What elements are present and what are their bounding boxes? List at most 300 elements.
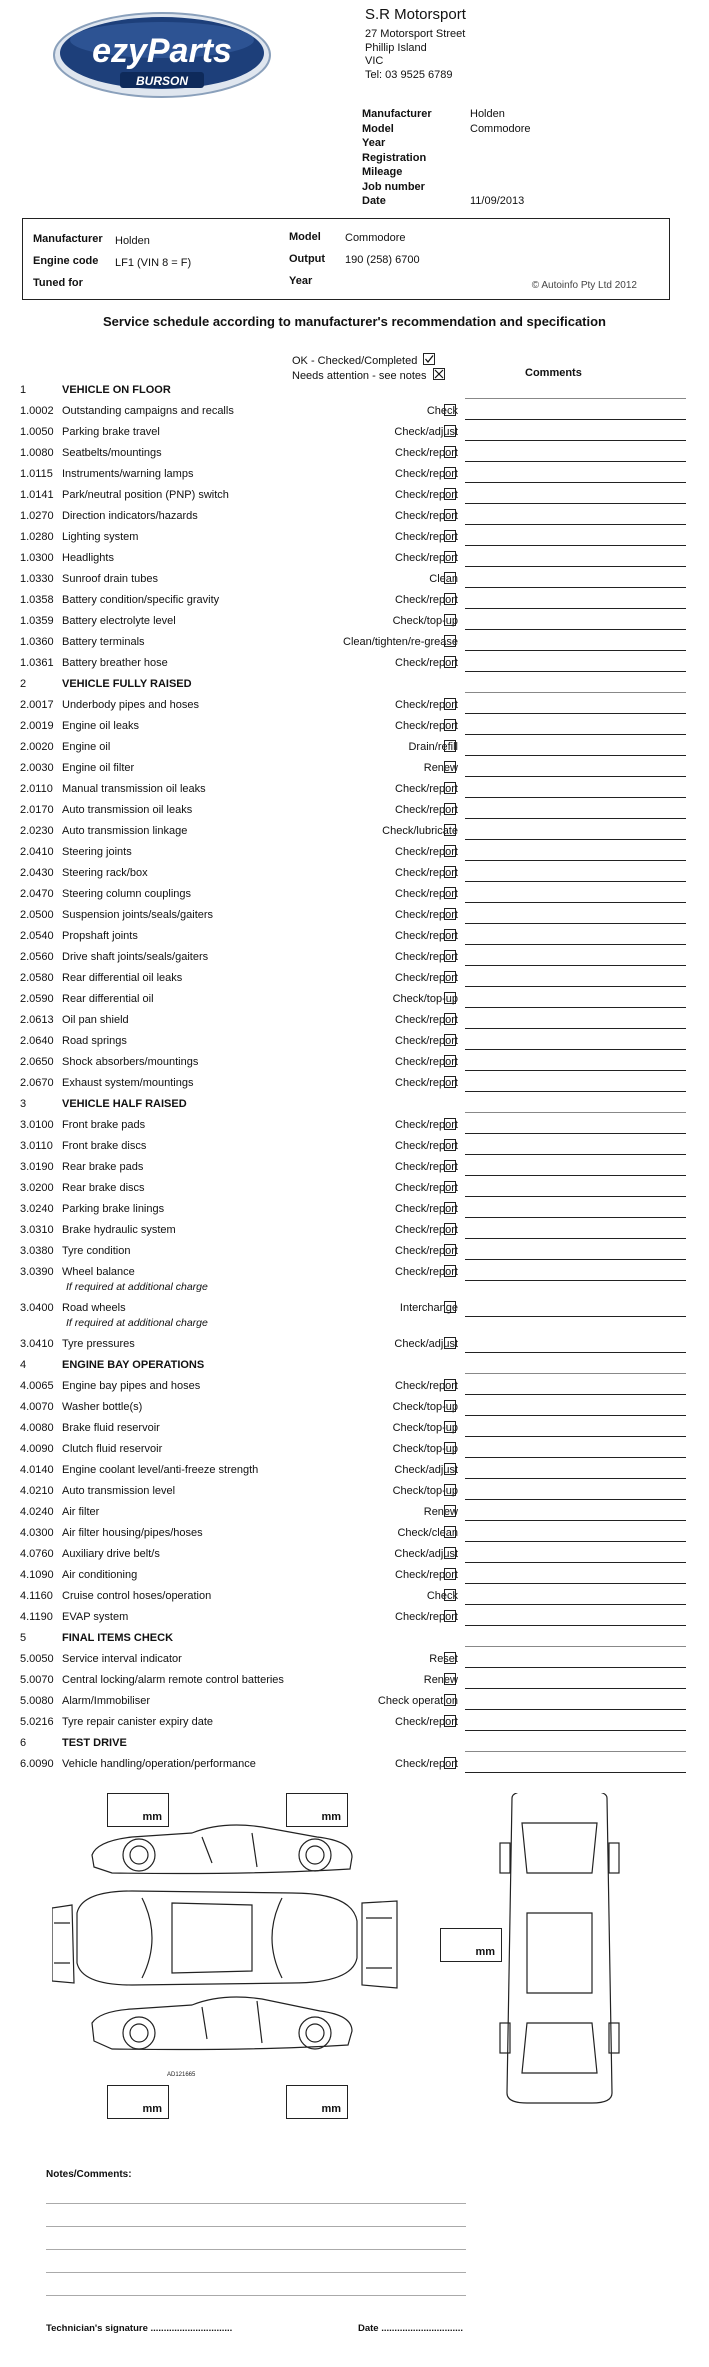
item-name: Outstanding campaigns and recalls <box>62 405 234 417</box>
section-header <box>20 1355 680 1376</box>
comment-line[interactable] <box>465 503 686 504</box>
item-action: Renew <box>423 762 458 774</box>
service-item <box>20 926 680 947</box>
comment-line[interactable] <box>465 1280 686 1281</box>
item-action: Check/top-up <box>392 1401 458 1413</box>
meta-key: Model <box>362 122 394 135</box>
comment-line[interactable] <box>465 1415 686 1416</box>
item-checkbox[interactable] <box>444 530 456 542</box>
item-checkbox[interactable] <box>444 1505 456 1517</box>
comment-line[interactable] <box>465 944 686 945</box>
item-name: Auto transmission level <box>62 1485 176 1497</box>
meta-key: Job number <box>362 180 425 193</box>
item-code: 4.1160 <box>20 1590 53 1602</box>
item-code: 6.0090 <box>20 1758 54 1770</box>
item-checkbox[interactable] <box>444 1610 456 1622</box>
item-action: Check/report <box>395 1161 458 1173</box>
notes-line[interactable] <box>46 2249 466 2250</box>
comment-line[interactable] <box>465 923 686 924</box>
item-code: 3.0240 <box>20 1203 54 1215</box>
item-code: 1.0280 <box>20 531 54 543</box>
job-meta <box>362 108 531 210</box>
item-code: 2.0110 <box>20 783 53 795</box>
item-checkbox[interactable] <box>444 467 456 479</box>
item-checkbox[interactable] <box>444 1400 456 1412</box>
item-name: Underbody pipes and hoses <box>62 699 199 711</box>
item-note: If required at additional charge <box>66 1317 208 1329</box>
item-checkbox[interactable] <box>444 1139 456 1151</box>
service-item <box>20 464 680 485</box>
comment-line <box>465 1751 686 1752</box>
service-item <box>20 506 680 527</box>
comment-line[interactable] <box>465 1583 686 1584</box>
notes-line[interactable] <box>46 2226 466 2227</box>
measure-box[interactable]: mm <box>107 2085 169 2119</box>
comment-line[interactable] <box>465 1091 686 1092</box>
meta-key: Mileage <box>362 166 403 178</box>
comment-line[interactable] <box>465 1238 686 1239</box>
item-action: Check/report <box>395 1716 458 1728</box>
service-item <box>20 1376 680 1397</box>
item-checkbox[interactable] <box>444 509 456 521</box>
service-item <box>20 1670 680 1691</box>
item-name: Front brake discs <box>62 1140 147 1152</box>
comment-line[interactable] <box>465 545 686 546</box>
item-action: Check/report <box>395 1140 458 1152</box>
item-checkbox[interactable] <box>444 593 456 605</box>
comment-line[interactable] <box>465 776 686 777</box>
service-item <box>20 1136 680 1157</box>
item-name: Exhaust system/mountings <box>62 1077 194 1089</box>
comment-line[interactable] <box>465 1154 686 1155</box>
item-name: Instruments/warning lamps <box>62 468 194 480</box>
comment-line[interactable] <box>465 1049 686 1050</box>
item-checkbox[interactable] <box>444 1160 456 1172</box>
item-action: Check/top-up <box>392 993 458 1005</box>
item-name: Rear differential oil <box>62 993 154 1005</box>
item-name: Steering rack/box <box>62 867 148 879</box>
output-label: Output <box>289 253 326 265</box>
comment-line[interactable] <box>465 1541 686 1542</box>
item-checkbox[interactable] <box>444 824 456 836</box>
comment-line[interactable] <box>465 1259 686 1260</box>
item-checkbox[interactable] <box>444 1181 456 1193</box>
item-code: 2.0019 <box>20 720 54 732</box>
item-checkbox[interactable] <box>444 1652 456 1664</box>
section-header <box>20 674 680 695</box>
measure-box[interactable]: mm <box>440 1928 502 1962</box>
item-action: Check/report <box>395 1119 458 1131</box>
item-code: 2.0500 <box>20 909 54 921</box>
legend-ok-text: OK - Checked/Completed <box>292 355 418 367</box>
item-action: Check/top-up <box>392 1443 458 1455</box>
comment-line[interactable] <box>465 1730 686 1731</box>
comment-line[interactable] <box>465 1772 686 1773</box>
item-action: Check/report <box>395 447 458 459</box>
item-checkbox[interactable] <box>444 1694 456 1706</box>
service-item <box>20 989 680 1010</box>
item-name: EVAP system <box>62 1611 129 1623</box>
comment-line[interactable] <box>465 1562 686 1563</box>
comment-line[interactable] <box>465 902 686 903</box>
item-code: 4.0300 <box>20 1527 54 1539</box>
meta-key: Manufacturer <box>362 108 432 120</box>
measure-box[interactable]: mm <box>286 2085 348 2119</box>
comment-line[interactable] <box>465 629 686 630</box>
model-label: Model <box>289 231 321 243</box>
comment-line[interactable] <box>465 608 686 609</box>
comment-line[interactable] <box>465 818 686 819</box>
item-checkbox[interactable] <box>444 404 456 416</box>
item-code: 5.0050 <box>20 1653 54 1665</box>
item-checkbox[interactable] <box>444 488 456 500</box>
comment-line[interactable] <box>465 1394 686 1395</box>
service-item <box>20 1586 680 1607</box>
item-name: Road wheels <box>62 1302 126 1314</box>
item-checkbox[interactable] <box>444 1055 456 1067</box>
comment-line[interactable] <box>465 1520 686 1521</box>
item-name: VEHICLE HALF RAISED <box>62 1098 187 1110</box>
legend-attention-text: Needs attention - see notes <box>292 370 427 382</box>
comment-line[interactable] <box>465 755 686 756</box>
item-checkbox[interactable] <box>444 635 456 647</box>
item-checkbox[interactable] <box>444 1379 456 1391</box>
comment-line[interactable] <box>465 1625 686 1626</box>
item-checkbox[interactable] <box>444 1034 456 1046</box>
comment-line[interactable] <box>465 734 686 735</box>
comment-line[interactable] <box>465 1217 686 1218</box>
comment-line <box>465 1112 686 1113</box>
comment-line <box>465 398 686 399</box>
item-action: Check/report <box>395 531 458 543</box>
item-action: Check/top-up <box>392 615 458 627</box>
comment-line[interactable] <box>465 1316 686 1317</box>
service-item <box>20 1073 680 1094</box>
item-checkbox[interactable] <box>444 551 456 563</box>
item-checkbox[interactable] <box>444 656 456 668</box>
item-name: Engine oil leaks <box>62 720 140 732</box>
item-name: Road springs <box>62 1035 127 1047</box>
service-item <box>20 548 680 569</box>
item-action: Renew <box>423 1674 458 1686</box>
item-action: Check/report <box>395 1245 458 1257</box>
service-item <box>20 1052 680 1073</box>
item-checkbox[interactable] <box>444 740 456 752</box>
comment-line[interactable] <box>465 482 686 483</box>
item-code: 2.0170 <box>20 804 54 816</box>
comment-line[interactable] <box>465 1028 686 1029</box>
comment-line[interactable] <box>465 1007 686 1008</box>
item-action: Check/report <box>395 888 458 900</box>
item-checkbox[interactable] <box>444 425 456 437</box>
item-checkbox[interactable] <box>444 971 456 983</box>
item-checkbox[interactable] <box>444 803 456 815</box>
item-code: 1.0270 <box>20 510 54 522</box>
logo-brand-text: ezyParts <box>92 32 232 70</box>
address-line: 27 Motorsport Street <box>365 28 466 40</box>
comment-line[interactable] <box>465 524 686 525</box>
item-code: 1.0300 <box>20 552 54 564</box>
item-code: 3.0190 <box>20 1161 54 1173</box>
item-code: 3.0400 <box>20 1302 54 1314</box>
legend <box>292 353 445 383</box>
service-item <box>20 1178 680 1199</box>
item-code: 4.0090 <box>20 1443 54 1455</box>
item-name: Vehicle handling/operation/performance <box>62 1758 256 1770</box>
item-code: 4.0210 <box>20 1485 54 1497</box>
item-checkbox[interactable] <box>444 992 456 1004</box>
item-checkbox[interactable] <box>444 782 456 794</box>
item-action: Check/adjust <box>394 426 458 438</box>
item-name: Engine coolant level/anti-freeze strength <box>62 1464 259 1476</box>
service-item <box>20 611 680 632</box>
item-checkbox[interactable] <box>444 845 456 857</box>
manufacturer-value: Holden <box>115 235 150 247</box>
section-header <box>20 1094 680 1115</box>
signature-date[interactable]: Date ............................... <box>358 2323 464 2334</box>
comment-line[interactable] <box>465 713 686 714</box>
comment-line[interactable] <box>465 566 686 567</box>
item-code: 1 <box>20 384 27 396</box>
item-code: 3.0100 <box>20 1119 54 1131</box>
item-code: 3.0410 <box>20 1338 54 1350</box>
comment-line[interactable] <box>465 1133 686 1134</box>
item-name: TEST DRIVE <box>62 1737 127 1749</box>
item-name: Parking brake linings <box>62 1203 165 1215</box>
item-checkbox[interactable] <box>444 1244 456 1256</box>
comment-line[interactable] <box>465 965 686 966</box>
item-checkbox[interactable] <box>444 887 456 899</box>
item-checkbox[interactable] <box>444 1463 456 1475</box>
item-checkbox[interactable] <box>444 719 456 731</box>
item-checkbox[interactable] <box>444 866 456 878</box>
item-name: Engine oil filter <box>62 762 135 774</box>
item-action: Check/report <box>395 1224 458 1236</box>
item-name: Manual transmission oil leaks <box>62 783 206 795</box>
item-code: 2.0670 <box>20 1077 54 1089</box>
item-name: Air conditioning <box>62 1569 138 1581</box>
notes-line[interactable] <box>46 2272 466 2273</box>
item-action: Interchange <box>399 1302 458 1314</box>
comment-line[interactable] <box>465 419 686 420</box>
item-action: Check/lubricate <box>382 825 458 837</box>
item-checkbox[interactable] <box>444 1301 456 1313</box>
section-header <box>20 380 680 401</box>
item-checkbox[interactable] <box>444 1202 456 1214</box>
comment-line[interactable] <box>465 839 686 840</box>
item-checkbox[interactable] <box>444 1673 456 1685</box>
comment-line[interactable] <box>465 1352 686 1353</box>
item-code: 2.0230 <box>20 825 54 837</box>
item-checkbox[interactable] <box>444 446 456 458</box>
item-name: Auxiliary drive belt/s <box>62 1548 160 1560</box>
item-checkbox[interactable] <box>444 1223 456 1235</box>
comment-line[interactable] <box>465 587 686 588</box>
item-checkbox[interactable] <box>444 1589 456 1601</box>
item-code: 2.0650 <box>20 1056 54 1068</box>
item-checkbox[interactable] <box>444 1118 456 1130</box>
meta-value: 11/09/2013 <box>470 195 525 207</box>
comment-line[interactable] <box>465 881 686 882</box>
item-name: Central locking/alarm remote control batteries <box>62 1674 284 1686</box>
section-header <box>20 1628 680 1649</box>
comment-line[interactable] <box>465 1499 686 1500</box>
item-checkbox[interactable] <box>444 1421 456 1433</box>
service-item <box>20 1439 680 1460</box>
item-name: Battery terminals <box>62 636 145 648</box>
diagram-ref: AD121665 <box>167 2072 196 2078</box>
item-name: Battery breather hose <box>62 657 168 669</box>
item-action: Check/report <box>395 1035 458 1047</box>
comment-line[interactable] <box>465 1196 686 1197</box>
item-code: 2.0640 <box>20 1035 54 1047</box>
item-name: Tyre repair canister expiry date <box>62 1716 214 1728</box>
item-name: Park/neutral position (PNP) switch <box>62 489 229 501</box>
item-checkbox[interactable] <box>444 929 456 941</box>
comment-line[interactable] <box>465 671 686 672</box>
item-name: Clutch fluid reservoir <box>62 1443 163 1455</box>
ezyparts-logo <box>52 10 272 100</box>
service-item <box>20 1649 680 1670</box>
address-line: Phillip Island <box>365 41 427 54</box>
item-checkbox[interactable] <box>444 614 456 626</box>
service-item <box>20 443 680 464</box>
item-checkbox[interactable] <box>444 1442 456 1454</box>
service-item <box>20 1262 680 1283</box>
item-checkbox[interactable] <box>444 1568 456 1580</box>
item-checkbox[interactable] <box>444 1484 456 1496</box>
item-action: Check/report <box>395 1014 458 1026</box>
item-action: Check/report <box>395 867 458 879</box>
item-action: Check/report <box>395 783 458 795</box>
item-code: 4.0760 <box>20 1548 54 1560</box>
comment-line[interactable] <box>465 1070 686 1071</box>
service-item <box>20 821 680 842</box>
item-action: Check/report <box>395 1056 458 1068</box>
notes-line[interactable] <box>46 2295 466 2296</box>
item-checkbox[interactable] <box>444 950 456 962</box>
service-item <box>20 653 680 674</box>
item-name: Oil pan shield <box>62 1014 129 1026</box>
item-action: Check/report <box>395 594 458 606</box>
item-checkbox[interactable] <box>444 1337 456 1349</box>
item-checkbox[interactable] <box>444 698 456 710</box>
comment-line[interactable] <box>465 1457 686 1458</box>
item-code: 1.0359 <box>20 615 54 627</box>
item-code: 2.0017 <box>20 699 54 711</box>
item-name: Rear brake pads <box>62 1161 144 1173</box>
comment-line[interactable] <box>465 1604 686 1605</box>
service-item <box>20 1565 680 1586</box>
comment-line[interactable] <box>465 1667 686 1668</box>
item-note: If required at additional charge <box>66 1281 208 1293</box>
item-name: Auto transmission oil leaks <box>62 804 193 816</box>
section-header <box>20 1733 680 1754</box>
item-code: 1.0361 <box>20 657 54 669</box>
item-checkbox[interactable] <box>444 1757 456 1769</box>
item-name: Steering joints <box>62 846 132 858</box>
comment-line[interactable] <box>465 1709 686 1710</box>
service-item <box>20 527 680 548</box>
item-action: Check/report <box>395 909 458 921</box>
comment-line[interactable] <box>465 860 686 861</box>
measure-box[interactable]: mm <box>286 1793 348 1827</box>
comment-line[interactable] <box>465 440 686 441</box>
item-code: 2.0430 <box>20 867 54 879</box>
comment-line <box>465 692 686 693</box>
item-name: Propshaft joints <box>62 930 138 942</box>
item-action: Clean/tighten/re-grease <box>343 636 458 648</box>
schedule-title: Service schedule according to manufacturer's recommendation and specification <box>102 314 606 329</box>
item-checkbox[interactable] <box>444 761 456 773</box>
item-checkbox[interactable] <box>444 1715 456 1727</box>
item-code: 1.0080 <box>20 447 54 459</box>
service-item <box>20 1031 680 1052</box>
item-checkbox[interactable] <box>444 572 456 584</box>
item-code: 4.0080 <box>20 1422 54 1434</box>
notes-line[interactable] <box>46 2203 466 2204</box>
item-checkbox[interactable] <box>444 1076 456 1088</box>
comment-line[interactable] <box>465 1436 686 1437</box>
item-code: 2.0540 <box>20 930 54 942</box>
item-code: 4.0240 <box>20 1506 54 1518</box>
item-name: VEHICLE FULLY RAISED <box>62 678 192 690</box>
item-checkbox[interactable] <box>444 1265 456 1277</box>
item-action: Check/report <box>395 1182 458 1194</box>
item-action: Check/clean <box>397 1527 458 1539</box>
item-code: 2.0030 <box>20 762 54 774</box>
item-action: Check/report <box>395 1758 458 1770</box>
comment-line[interactable] <box>465 1478 686 1479</box>
service-item <box>20 1460 680 1481</box>
technician-signature[interactable]: Technician's signature ............................... <box>46 2323 233 2334</box>
item-checkbox[interactable] <box>444 1547 456 1559</box>
service-item <box>20 1010 680 1031</box>
comment-line[interactable] <box>465 1175 686 1176</box>
item-action: Check/report <box>395 846 458 858</box>
comment-line[interactable] <box>465 650 686 651</box>
service-item <box>20 590 680 611</box>
item-code: 2.0590 <box>20 993 54 1005</box>
item-code: 3.0310 <box>20 1224 54 1236</box>
business-name: S.R Motorsport <box>365 6 466 23</box>
comment-line[interactable] <box>465 1688 686 1689</box>
service-item <box>20 737 680 758</box>
service-item <box>20 1523 680 1544</box>
engine-code-label: Engine code <box>33 255 99 267</box>
item-code: 3.0380 <box>20 1245 54 1257</box>
item-code: 4.1190 <box>20 1611 53 1623</box>
item-name: Tyre pressures <box>62 1338 135 1350</box>
item-checkbox[interactable] <box>444 1526 456 1538</box>
business-address <box>365 28 465 82</box>
item-code: 3.0110 <box>20 1140 53 1152</box>
item-name: Auto transmission linkage <box>62 825 188 837</box>
comment-line[interactable] <box>465 461 686 462</box>
item-name: Brake fluid reservoir <box>62 1422 160 1434</box>
item-checkbox[interactable] <box>444 1013 456 1025</box>
item-name: Rear differential oil leaks <box>62 972 183 984</box>
comment-line[interactable] <box>465 986 686 987</box>
item-code: 3.0390 <box>20 1266 54 1278</box>
item-name: ENGINE BAY OPERATIONS <box>62 1359 205 1371</box>
item-action: Check/report <box>395 804 458 816</box>
service-item <box>20 905 680 926</box>
comment-line[interactable] <box>465 797 686 798</box>
item-action: Check/adjust <box>394 1464 458 1476</box>
item-checkbox[interactable] <box>444 908 456 920</box>
measure-box[interactable]: mm <box>107 1793 169 1827</box>
